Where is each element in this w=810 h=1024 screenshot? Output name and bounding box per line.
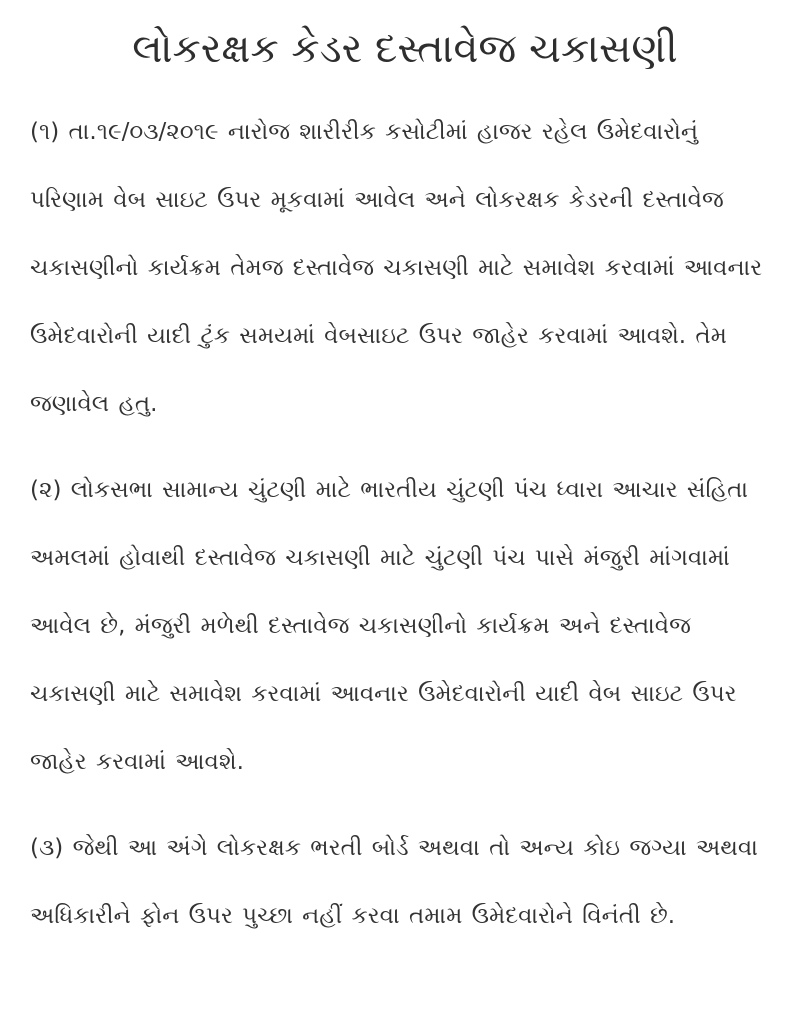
paragraph-2: (૨) લોકસભા સામાન્ય ચુંટણી માટે ભારતીય ચુંટણી પંચ ધ્વારા આચાર સંહિતા અમલમાં હોવાથી દસ્તાવેજ ચકાસણી માટે ચુંટણી પંચ પાસે મંજુરી માંગવામાં આવેલ છે, મંજુરી મળેથી દસ્તાવેજ ચકાસણીનો કાર્યક્રમ અને દસ્તાવેજ ચકાસણી માટે સમાવેશ કરવામાં આવનાર ઉમેદવારોની યાદી વેબ સાઇટ ઉપર જાહેર કરવામાં આવશે. [30, 477, 748, 775]
paragraph-3: (૩) જેથી આ અંગે લોકરક્ષક ભરતી બોર્ડ અથવા તો અન્ય કોઇ જગ્યા અથવા અધિકારીને ફોન ઉપર પુચ્છા નહીં કરવા તમામ ઉમેદવારોને વિનંતી છે. [30, 835, 758, 929]
notice-title: લોકરક્ષક કેડર દસ્તાવેજ ચકાસણી [132, 26, 678, 72]
paragraph-1: (૧) તા.૧૯/૦૩/૨૦૧૯ નારોજ શારીરીક કસોટીમાં હાજર રહેલ ઉમેદવારોનું પરિણામ વેબ સાઇટ ઉપર મૂકવામાં આવેલ અને લોકરક્ષક કેડરની દસ્તાવેજ ચકાસણીનો કાર્યક્રમ તેમજ દસ્તાવેજ ચકાસણી માટે સમાવેશ કરવામાં આવનાર ઉમેદવારોની યાદી ટુંક સમયમાં વેબસાઇટ ઉપર જાહેર કરવામાં આવશે. તેમ જણાવેલ હતુ. [30, 119, 763, 417]
